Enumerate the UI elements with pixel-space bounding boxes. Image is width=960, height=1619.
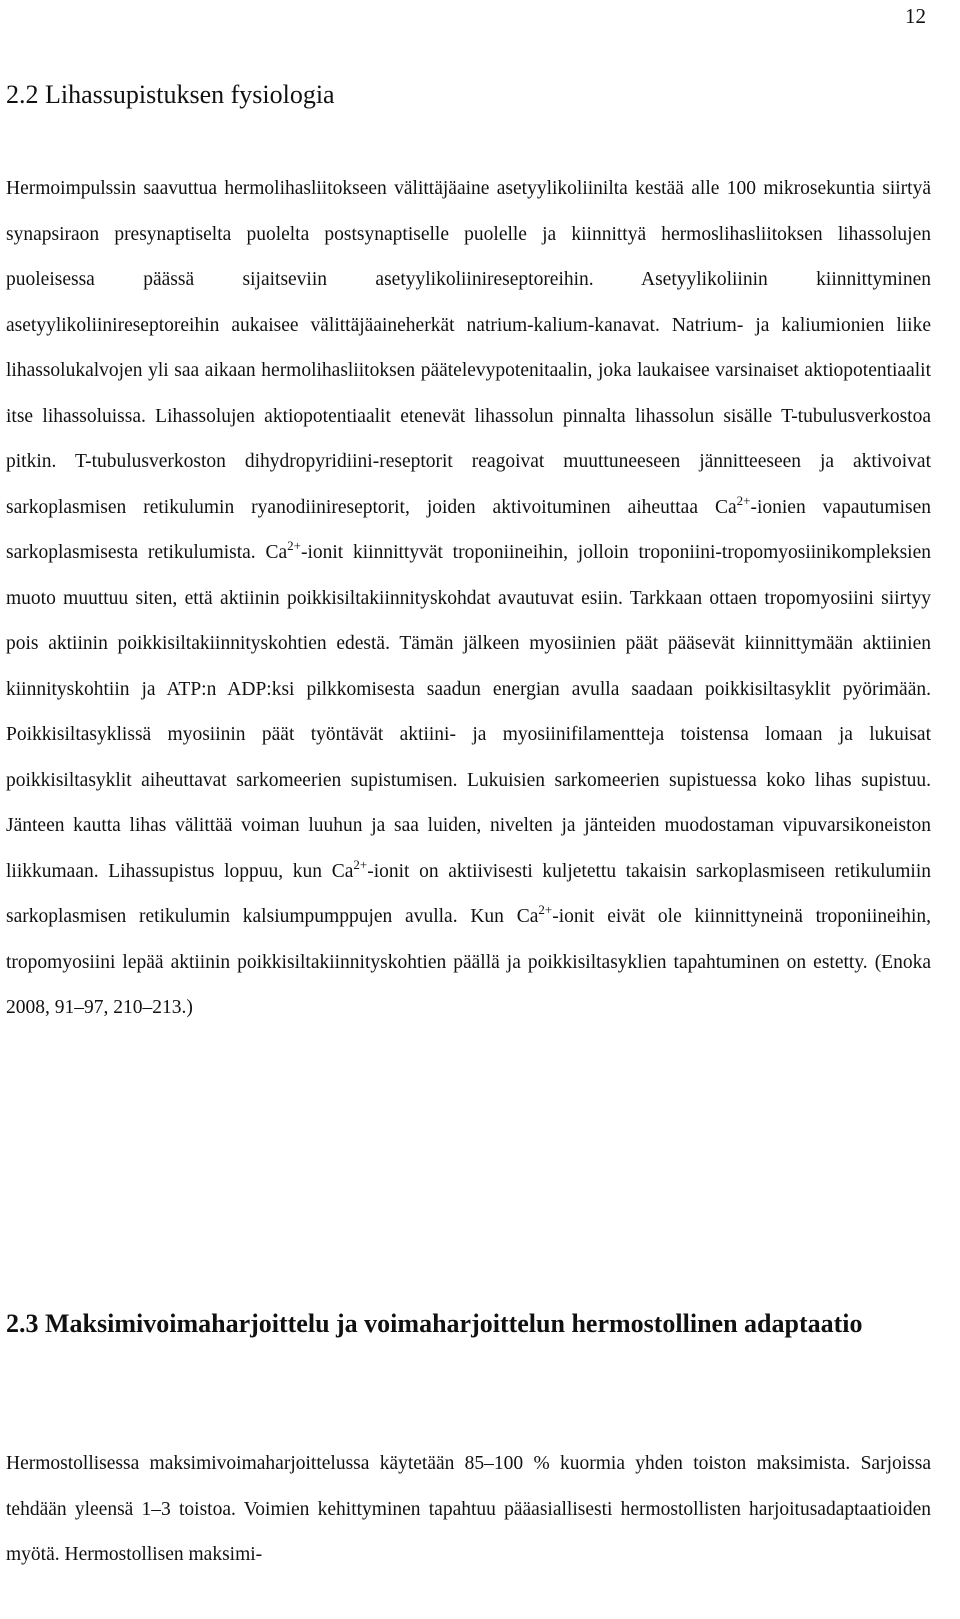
body-paragraph-muscle-contraction — [6, 166, 931, 1031]
body-paragraph-max-strength-training: Hermostollisessa maksimivoimaharjoittelussa käytetään 85–100 % kuormia yhden toiston maksimista. Sarjoissa tehdään yleensä 1–3 toistoa. Voimien kehittyminen tapahtuu pääasiallisesti hermostollisten harjoitusadaptaatioiden myötä. Hermostollisen maksimi- — [6, 1453, 931, 1565]
superscript-charge: 2+ — [538, 902, 553, 917]
paragraph-text: -ionit eivät ole kiinnittyneinä troponiineihin, tropomyosiini lepää aktiinin poikkisiltakiinnityskohtien päällä ja poikkisiltasyklien tapahtuminen on estetty. (Enoka 2008, 91–97, 210–213.) — [6, 906, 931, 1018]
paragraph-text: -ionit kiinnittyvät troponiineihin, jolloin troponiini-tropomyosiinikompleksien muoto muuttuu siten, että aktiinin poikkisiltakiinnityskohdat avautuvat esiin. Tarkkaan ottaen tropomyosiini siirtyy pois aktiinin poikkisiltakiinnityskohtien edestä. Tämän jälkeen myosiinien päät pääsevät kiinnittymään aktiinien kiinnityskohtiin ja ATP:n ADP:ksi pilkkomisesta saadun energian avulla saadaan poikkisiltasyklit pyörimään. Poikkisiltasyklissä myosiinin päät työntävät aktiini- ja myosiinifilamentteja toistensa lomaan ja lukuisat poikkisiltasyklit aiheuttavat sarkomeerien supistumisen. Lukuisien sarkomeerien supistuessa koko lihas supistuu. Jänteen kautta lihas välittää voiman luuhun ja saa luiden, nivelten ja jänteiden muodostaman vipuvarsikoneiston liikkumaan. Lihassupistus loppuu, kun Ca — [6, 542, 931, 882]
page-number: 12 — [905, 4, 926, 28]
superscript-charge: 2+ — [353, 856, 368, 872]
section-heading-2-3: 2.3 Maksimivoimaharjoittelu ja voimaharjoittelun hermostollinen adaptaatio — [6, 1309, 863, 1338]
paragraph-text: -ionit on aktiivisesti kuljetettu takaisin sarkoplasmiseen retikulumiin sarkoplasmisen retikulumin kalsiumpumppujen avulla. Kun Ca — [6, 860, 931, 927]
paragraph-text: -ionien vapautumisen sarkoplasmisesta retikulumista. Ca — [6, 496, 931, 563]
paragraph-text: Hermoimpulssin saavuttua hermolihasliitokseen välittäjäaine asetyylikoliinilta kestää alle 100 mikrosekuntia siirtyä synapsiraon presynaptiselta puolelta postsynaptiselle puolelle ja kiinnittyä hermoslihasliitoksen lihassolujen puoleisessa päässä sijaitseviin asetyylikoliinireseptoreihin. Asetyylikoliinin kiinnittyminen asetyylikoliinireseptoreihin aukaisee välittäjäaineherkät natrium-kalium-kanavat. Natrium- ja kaliumionien liike lihassolukalvojen yli saa aikaan hermolihasliitoksen päätelevypotenitaalin, joka laukaisee varsinaiset aktiopotentiaalit itse lihassoluissa. Lihassolujen aktiopotentiaalit etenevät lihassolun pinnalta lihassolun sisälle T-tubulusverkostoa pitkin. T-tubulusverkoston dihydropyridiini-reseptorit reagoivat muuttuneeseen jännitteeseen ja aktivoivat sarkoplasmisen retikulumin ryanodiinireseptorit, joiden aktivoituminen aiheuttaa Ca — [6, 178, 931, 518]
section-heading-2-2: 2.2 Lihassupistuksen fysiologia — [6, 80, 335, 109]
superscript-charge: 2+ — [287, 538, 301, 553]
superscript-charge: 2+ — [736, 492, 751, 508]
